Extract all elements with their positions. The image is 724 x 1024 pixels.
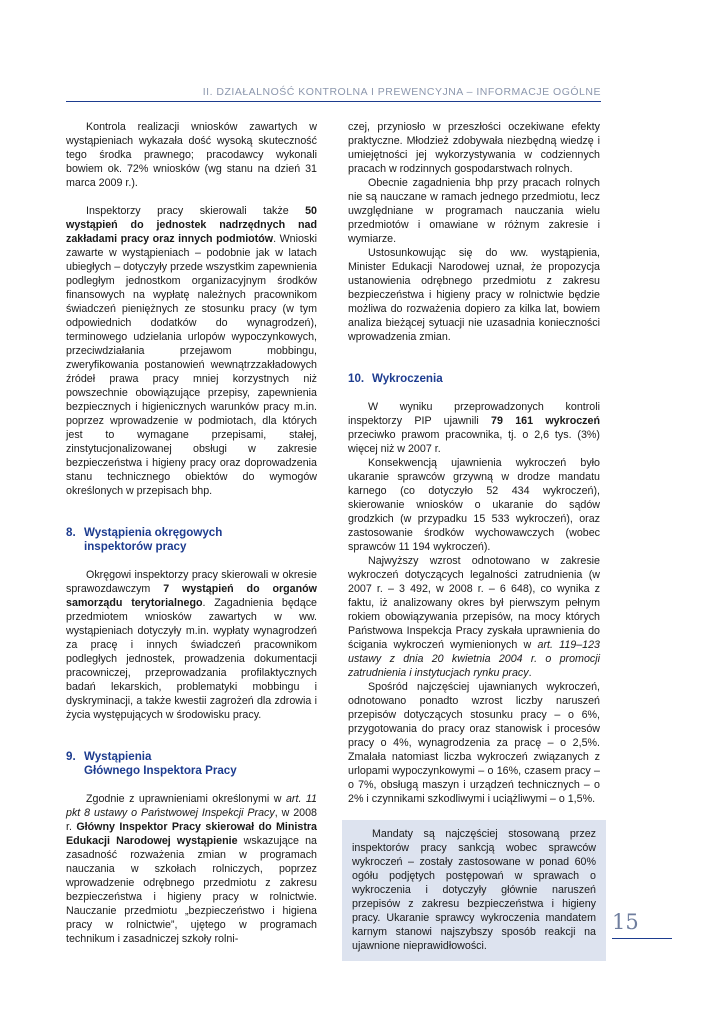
paragraph: Spośród najczęściej ujawnianych wykroczeń, odnotowano ponadto wzrost liczby naruszeń przepisów dotyczących stosunku pracy – o 6%, przygotowania do pracy oraz stanowisk i procesów pracy o 4%, wynagrodzenia za pracę – o 2,5%. Zmalała natomiast liczba wykroczeń związanych z urlopami wypoczynkowymi – o 16%, czasem pracy – o 7%, obsługą maszyn i urządzeń technicznych – o 2% i czynnikami szkodliwymi i uciążliwymi – o 1,5%. [348,681,600,805]
paragraph: W wyniku przeprowadzonych kontroli inspektorzy PIP ujawnili 79 161 wykroczeń przeciwko prawom pracownika, tj. o 2,6 tys. (3%) więcej niż w 2007 r. [348,401,600,455]
paragraph: Konsekwencją ujawnienia wykroczeń było ukaranie sprawców grzywną w drodze mandatu karnego (co dotyczyło 52 434 wykroczeń), skierowanie wniosków o ukaranie do sądów grodzkich (w przypadku 15 533 wykroczeń), oraz zastosowanie środków wychowawczych (wobec sprawców 11 194 wykroczeń). [348,457,600,553]
paragraph: Ustosunkowując się do ww. wystąpienia, Minister Edukacji Narodowej uznał, że propozycja ustanowienia odrębnego przedmiotu z zakresu bezpieczeństwa i higieny pracy w rolnictwie będzie możliwa do rozważenia dopiero za kilka lat, bowiem analiza bieżącej sytuacji nie uzasadnia konieczności wprowadzenia zmian. [348,247,600,343]
paragraph: Zgodnie z uprawnieniami określonymi w art. 11 pkt 8 ustawy o Państwowej Inspekcji Pracy, w 2008 r. Główny Inspektor Pracy skierował do Ministra Edukacji Narodowej wystąpienie wskazujące na zasadność rozważenia zmian w programach nauczania w szkołach rolniczych, poprzez wprowadzenie odrębnego przedmiotu z zakresu bezpieczeństwa i higieny pracy w rolnictwie. Nauczanie przedmiotu „bezpieczeństwo i higiena pracy w rolnictwie”, ujętego w programach technikum i zasadniczej szkoły rolni- [66,793,317,945]
paragraph: Okręgowi inspektorzy pracy skierowali w okresie sprawozdawczym 7 wystąpień do organów samorządu terytorialnego. Zagadnienia będące przedmiotem wniosków zawartych w ww. wystąpieniach dotyczyły m.in. wypłaty wynagrodzeń za pracę i innych świadczeń pracownikom podległych jednostek, prowadzenia dokumentacji pracowniczej, przeprowadzania profilaktycznych badań lekarskich, problematyki mobbingu i dyskryminacji, a także kwestii zagrożeń dla zdrowia i życia występujących w środowisku pracy. [66,569,317,721]
header-rule [66,101,601,102]
section-heading-10: 10. Wykroczenia [348,372,443,385]
highlight-box [342,820,606,961]
paragraph: Inspektorzy pracy skierowali także 50 wystąpień do jednostek nadrzędnych nad zakładami pracy oraz innych podmiotów. Wnioski zawarte w wystąpieniach – podobnie jak w latach ubiegłych – dotyczyły przede wszystkim zapewnienia podległym jednostkom organizacyjnym środków finansowych na wypłatę należnych pracownikom świadczeń pieniężnych ze stosunku pracy (w tym odpowiednich dodatków do wynagrodzeń), terminowego udzielania urlopów wypoczynkowych, przeciwdziałania przejawom mobbingu, zweryfikowania postanowień wewnątrzzakładowych źródeł prawa pracy mniej korzystnych niż powszechnie obowiązujące przepisy, zapewnienia bezpiecznych i higienicznych warunków pracy m.in. poprzez wprowadzenie w podmiotach, dla których jest to wymagane przepisami, stałej, zinstytucjonalizowanej obsługi w zakresie bezpieczeństwa i higieny pracy oraz doprowadzenia stanu technicznego obiektów do wymogów określonych w przepisach bhp. [66,205,317,497]
paragraph: Najwyższy wzrost odnotowano w zakresie wykroczeń dotyczących legalności zatrudnienia (w 2007 r. – 3 492, w 2008 r. – 6 648), co wynika z faktu, iż analizowany okres był pierwszym pełnym rokiem obowiązywania przepisów, na mocy których Państwowa Inspekcja Pracy zyskała uprawnienia do ścigania wykroczeń wymienionych w art. 119–123 ustawy z dnia 20 kwietnia 2004 r. o promocji zatrudnienia i instytucjach rynku pracy. [348,555,600,679]
right-column [348,120,600,961]
paragraph: Kontrola realizacji wniosków zawartych w wystąpieniach wykazała dość wysoką skuteczność tego środka prawnego; pracodawcy wykonali bowiem ok. 72% wniosków (wg stanu na dzień 31 marca 2009 r.). [66,121,317,189]
page-number: 15 [612,910,639,934]
highlight-text: Mandaty są najczęściej stosowaną przez inspektorów pracy sankcją wobec sprawców wykroczeń – zostały zastosowane w ponad 60% ogółu podjętych postępowań w sprawach o wykroczenia i dotyczyły głównie naruszeń przepisów z zakresu bezpieczeństwa i higieny pracy. Ukaranie sprawcy wykroczenia mandatem karnym stanowi najszybszy sposób reakcji na ujawnione nieprawidłowości. [352,828,596,952]
running-header: II. DZIAŁALNOŚĆ KONTROLNA I PREWENCYJNA – INFORMACJE OGÓLNE [202,86,601,98]
section-heading-9: 9. Wystąpienia Głównego Inspektora Pracy [66,750,237,777]
paragraph: czej, przyniosło w przeszłości oczekiwane efekty praktyczne. Młodzież zdobywała niezbędną wiedzę i umiejętności jej wykorzystywania w codziennych pracach w rodzinnych gospodarstwach rolnych. [348,121,600,175]
section-heading-8: 8. Wystąpienia okręgowych inspektorów pracy [66,526,223,553]
left-column [66,120,317,946]
page-number-rule [612,938,672,939]
paragraph: Obecnie zagadnienia bhp przy pracach rolnych nie są nauczane w ramach jednego przedmiotu, lecz uwzględniane w programach nauczania wielu przedmiotów i omawiane w różnym zakresie i wymiarze. [348,177,600,245]
